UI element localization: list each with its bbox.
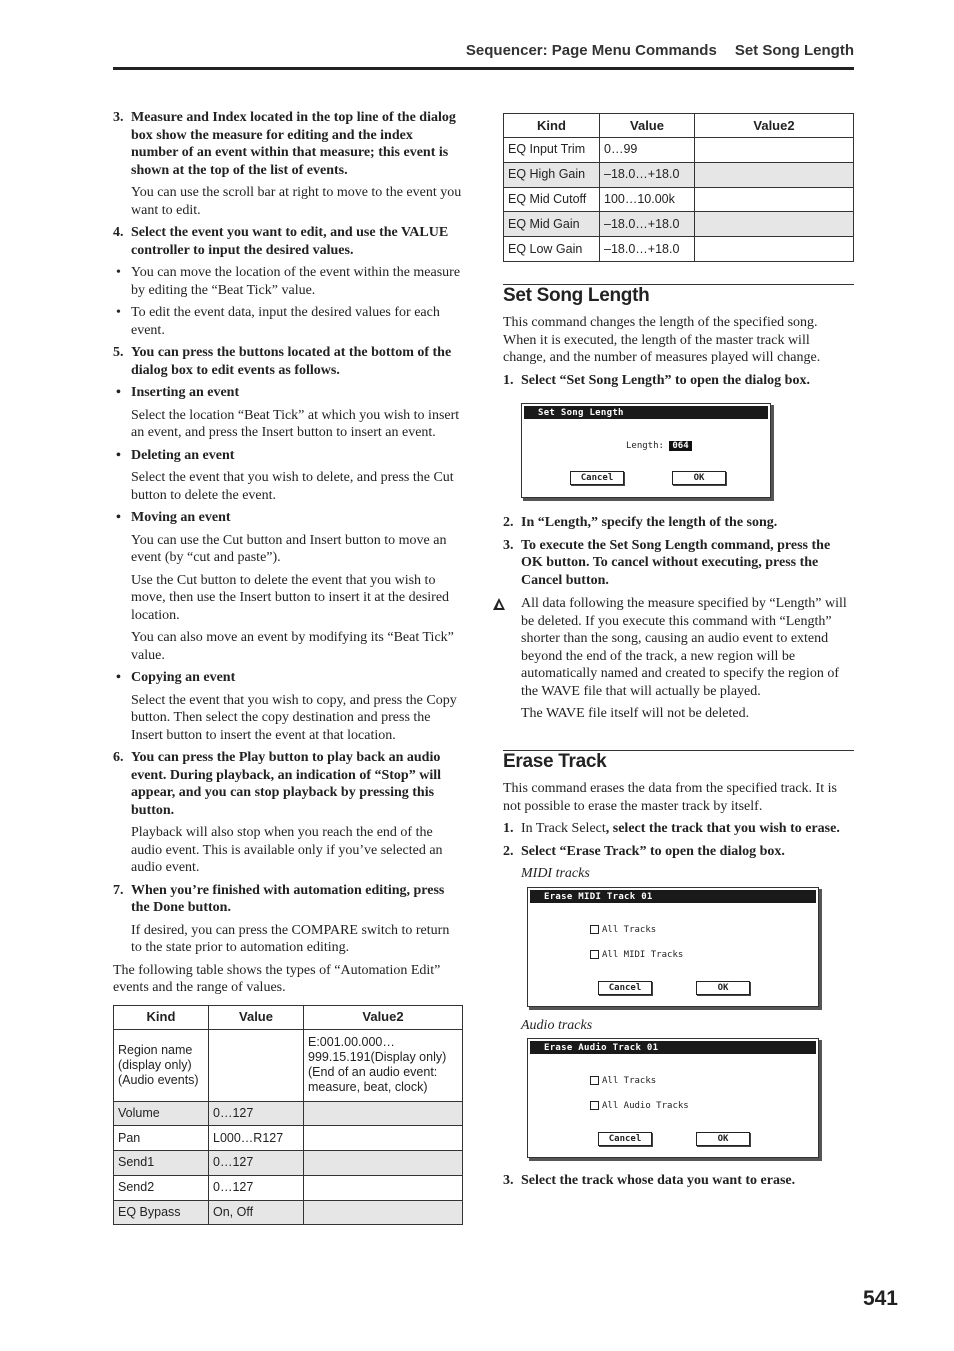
step-3 [113, 109, 463, 179]
length-value[interactable]: 064 [669, 441, 691, 451]
checkbox-icon[interactable] [590, 925, 599, 934]
warning-followup: The WAVE file itself will not be deleted. [521, 706, 750, 722]
step-number: 1. [503, 821, 514, 837]
step-text: You can press the Play button to play back an audio event. During playback, an indication of “Stop” will appear, and you can stop playback by pressing this button. [131, 750, 441, 818]
table-header-row [114, 1005, 463, 1029]
step-number: 3. [503, 1173, 514, 1189]
moving-title: • Moving an event [113, 509, 463, 527]
automation-table-left [113, 1005, 463, 1226]
step-number: 5. [113, 345, 124, 360]
cell-value2 [304, 1151, 463, 1176]
inserting-text: Select the location “Beat Tick” at which you wish to insert an event, and press the Insert button to insert an event. [131, 407, 460, 440]
cell-value2 [304, 1200, 463, 1225]
set-song-length-dialog [521, 403, 771, 498]
step-text: , select the track that you wish to erase. [605, 821, 840, 837]
cell-kind: Send2 [114, 1175, 209, 1200]
dialog-title: Erase MIDI Track 01 [528, 888, 818, 903]
step-4-bullet-1: • You can move the location of the event within the measure by editing the “Beat Tick” value. [113, 264, 463, 299]
step-text: To execute the Set Song Length command, press the OK button. To cancel without executing, press the Cancel button. [521, 537, 831, 588]
warning-text: All data following the measure specified by “Length” will be deleted. If you execute this command with “Length” shorter than the song, causing an audio event to extend beyond the end of the track, a new region will be automatically named and created to specify the region of the WAVE file that will actually be played. [521, 596, 847, 699]
step-text: Select “Erase Track” to open the dialog box. [521, 843, 785, 859]
cell-kind: Send1 [114, 1151, 209, 1176]
et-step-2 [503, 843, 854, 861]
step-7-note: If desired, you can press the COMPARE switch to return to the state prior to automation editing. [131, 922, 450, 955]
inserting-title: • Inserting an event [113, 384, 463, 402]
page-number: 541 [862, 1287, 898, 1310]
step-number: 2. [503, 515, 514, 531]
dialog-title: Set Song Length [522, 404, 770, 419]
cell-value: 100…10.00k [600, 187, 695, 212]
table-row [504, 237, 854, 262]
moving-text-1: You can use the Cut button and Insert button to move an event (by “cut and paste”). [131, 532, 447, 565]
table-row [504, 187, 854, 212]
cell-value [209, 1029, 304, 1101]
cell-kind: Region name (display only) (Audio events) [114, 1029, 209, 1101]
deleting-title: • Deleting an event [113, 447, 463, 465]
cell-value: L000…R127 [209, 1126, 304, 1151]
step-text: In “Length,” specify the length of the song. [521, 515, 778, 531]
header-section: Sequencer: Page Menu Commands [465, 42, 717, 59]
step-text: Select “Set Song Length” to open the dialog box. [521, 372, 810, 388]
cell-kind: EQ High Gain [504, 162, 600, 187]
set-song-length-title: Set Song Length [503, 284, 650, 306]
cell-kind: Volume [114, 1101, 209, 1126]
checkbox-icon[interactable] [590, 950, 599, 959]
cell-kind: EQ Mid Cutoff [504, 187, 600, 212]
ok-button[interactable]: OK [696, 1132, 750, 1146]
header-text [448, 42, 854, 59]
erase-track-intro: This command erases the data from the specified track. It is not possible to erase the master track by itself. [503, 781, 837, 814]
table-header-row [504, 114, 854, 138]
dialog-title: Erase Audio Track 01 [528, 1039, 818, 1054]
table-row [114, 1029, 463, 1101]
cell-value: 0…127 [209, 1101, 304, 1126]
cell-value2 [695, 212, 854, 237]
col-value2: Value2 [304, 1005, 463, 1029]
cell-kind: EQ Mid Gain [504, 212, 600, 237]
checkbox-label: All MIDI Tracks [602, 949, 684, 960]
warning-icon [491, 597, 507, 611]
ok-button[interactable]: OK [696, 981, 750, 995]
set-song-length-intro: This command changes the length of the specified song. When it is executed, the length of the master track will change, and the number of measures played will change. [503, 315, 821, 366]
col-value2: Value2 [695, 114, 854, 138]
table-row [114, 1101, 463, 1126]
step-text: When you’re finished with automation editing, press the Done button. [131, 882, 445, 915]
cancel-button[interactable]: Cancel [598, 1132, 652, 1146]
cell-value2 [695, 138, 854, 163]
step-4 [113, 224, 463, 259]
table-row [504, 212, 854, 237]
checkbox-icon[interactable] [590, 1101, 599, 1110]
ssl-step-3 [503, 537, 854, 590]
checkbox-label: All Tracks [602, 1076, 657, 1087]
step-5 [113, 344, 463, 379]
step-6 [113, 749, 463, 819]
step-number: 4. [113, 225, 124, 240]
step-4-bullet-2: • To edit the event data, input the desired values for each event. [113, 304, 463, 339]
cell-value: 0…99 [600, 138, 695, 163]
col-kind: Kind [114, 1005, 209, 1029]
all-midi-tracks-checkbox[interactable] [590, 947, 683, 965]
automation-table-right [503, 113, 854, 262]
erase-audio-dialog [527, 1038, 819, 1158]
cell-kind: EQ Input Trim [504, 138, 600, 163]
cell-value: 0…127 [209, 1175, 304, 1200]
checkbox-label: All Audio Tracks [602, 1101, 689, 1112]
length-label: Length: [626, 441, 664, 452]
cell-value: On, Off [209, 1200, 304, 1225]
step-number: 3. [113, 110, 124, 125]
left-column [113, 109, 463, 1225]
step-3-note: You can use the scroll bar at right to move to the event you want to edit. [131, 185, 462, 218]
all-tracks-checkbox[interactable] [590, 1073, 656, 1091]
moving-text-2: Use the Cut button to delete the event that you wish to move, then use the Insert button to insert it at the desired location. [131, 572, 450, 623]
erase-midi-dialog [527, 887, 819, 1007]
cell-value2 [695, 187, 854, 212]
copying-title: • Copying an event [113, 669, 463, 687]
ssl-step-2 [503, 514, 854, 532]
step-number: 7. [113, 882, 124, 898]
col-value: Value [209, 1005, 304, 1029]
cell-value: 0…127 [209, 1151, 304, 1176]
cell-kind: EQ Low Gain [504, 237, 600, 262]
header-topic: Set Song Length [734, 42, 854, 59]
cell-value2: E:001.00.000…999.15.191(Display only) (End of an audio event: measure, beat, clock) [304, 1029, 463, 1101]
cell-kind: Pan [114, 1126, 209, 1151]
midi-caption: MIDI tracks [521, 866, 590, 882]
right-column [503, 113, 854, 1195]
cell-value: –18.0…+18.0 [600, 212, 695, 237]
page-header [113, 40, 854, 70]
step-text: Select the track whose data you want to erase. [521, 1173, 796, 1189]
table-intro: The following table shows the types of “Automation Edit” events and the range of values. [113, 962, 441, 995]
step-number: 2. [503, 843, 514, 859]
step-text: Measure and Index located in the top line of the dialog box show the measure for editing and the index number of an event within that measure; this event is shown at the top of the list of events. [131, 110, 456, 178]
cell-value2 [695, 162, 854, 187]
step-number: 3. [503, 537, 514, 553]
cell-value2 [304, 1175, 463, 1200]
warning-note [503, 595, 854, 700]
cell-value2 [695, 237, 854, 262]
table-row [114, 1126, 463, 1151]
cell-value2 [304, 1126, 463, 1151]
col-kind: Kind [504, 114, 600, 138]
checkbox-label: All Tracks [602, 924, 657, 935]
ssl-step-1 [503, 372, 854, 390]
audio-caption: Audio tracks [521, 1017, 593, 1033]
step-prefix: In Track Select [521, 821, 606, 837]
cell-kind: EQ Bypass [114, 1200, 209, 1225]
cell-value: –18.0…+18.0 [600, 162, 695, 187]
table-row [114, 1151, 463, 1176]
table-row [114, 1200, 463, 1225]
step-7 [113, 882, 463, 917]
checkbox-icon[interactable] [590, 1076, 599, 1085]
et-step-1 [503, 820, 854, 838]
step-text: Select the event you want to edit, and use the VALUE controller to input the desired values. [131, 225, 449, 258]
cell-value2 [304, 1101, 463, 1126]
ok-button[interactable]: OK [672, 471, 726, 485]
step-number: 6. [113, 750, 124, 765]
length-field[interactable] [626, 438, 692, 456]
cancel-button[interactable]: Cancel [570, 471, 624, 485]
cell-value: –18.0…+18.0 [600, 237, 695, 262]
table-row [504, 138, 854, 163]
step-number: 1. [503, 372, 514, 388]
step-text: You can press the buttons located at the bottom of the dialog box to edit events as follows. [131, 345, 452, 378]
et-step-3 [503, 1172, 854, 1190]
cancel-button[interactable]: Cancel [598, 981, 652, 995]
step-6-note: Playback will also stop when you reach the end of the audio event. This is available only if you’ve selected an audio event. [131, 825, 443, 875]
copying-text: Select the event that you wish to copy, and press the Copy button. Then select the copy destination and press the Insert button to insert the event at that location. [131, 692, 457, 743]
all-tracks-checkbox[interactable] [590, 922, 656, 940]
deleting-text: Select the event that you wish to delete, and press the Cut button to delete the event. [131, 470, 454, 503]
erase-track-title: Erase Track [503, 750, 607, 772]
col-value: Value [600, 114, 695, 138]
table-row [504, 162, 854, 187]
moving-text-3: You can also move an event by modifying its “Beat Tick” value. [131, 630, 454, 663]
all-audio-tracks-checkbox[interactable] [590, 1098, 689, 1116]
table-row [114, 1175, 463, 1200]
